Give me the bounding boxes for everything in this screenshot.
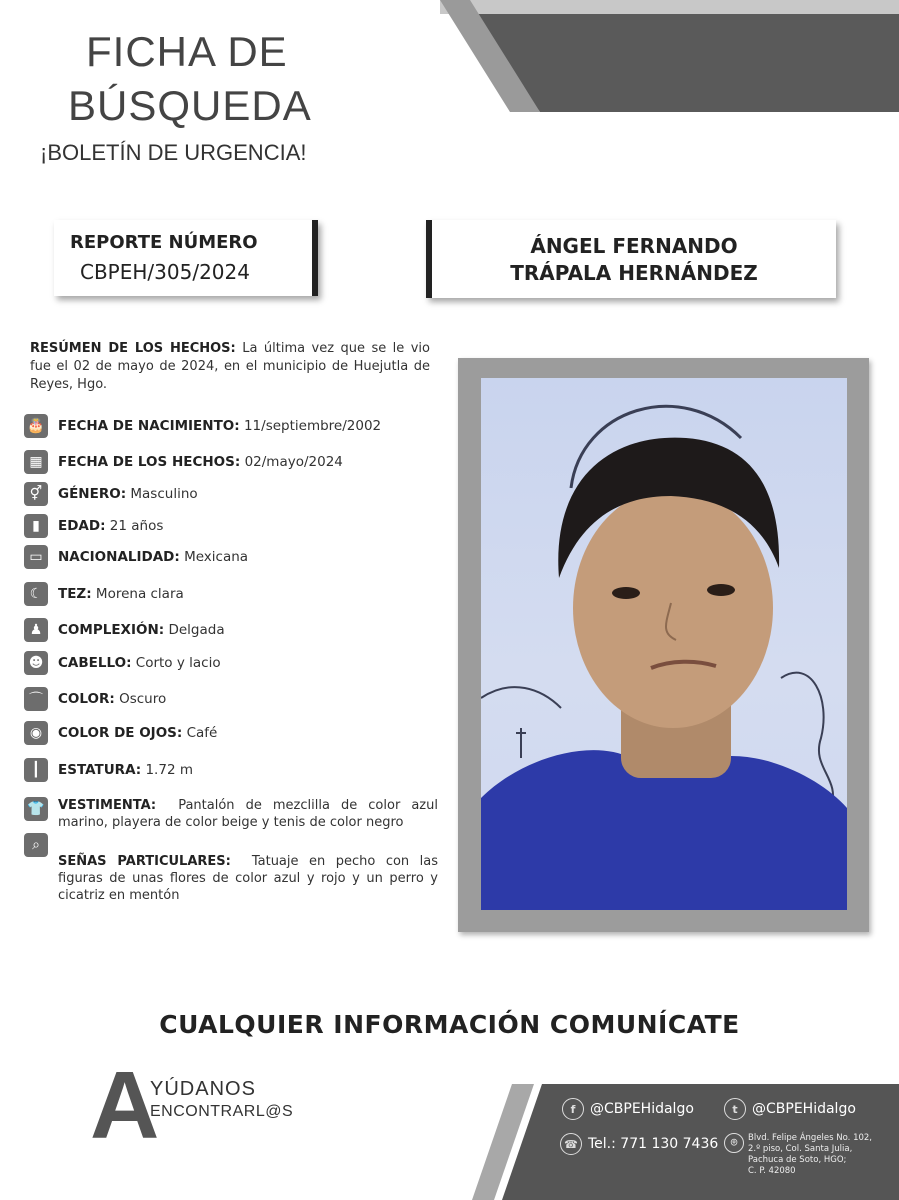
clothing-description <box>58 797 438 831</box>
field-event-date <box>24 450 343 474</box>
field-gender <box>24 482 198 506</box>
photo-illustration <box>481 378 847 910</box>
field-label: GÉNERO: <box>58 486 127 502</box>
address-line: 2.º piso, Col. Santa Julia, <box>748 1144 853 1154</box>
page-subtitle: ¡BOLETÍN DE URGENCIA! <box>40 140 307 165</box>
facebook-icon: f <box>562 1098 584 1120</box>
phone-icon: ☎ <box>560 1133 582 1155</box>
field-value: Mexicana <box>184 549 249 565</box>
field-height <box>24 758 193 782</box>
field-value: 02/mayo/2024 <box>244 454 343 470</box>
facebook-contact[interactable] <box>562 1098 694 1120</box>
gender-icon: ⚥ <box>24 482 48 506</box>
twitter-handle: @CBPEHidalgo <box>752 1101 856 1117</box>
field-value: Delgada <box>168 622 225 638</box>
header-band-light <box>440 0 899 14</box>
missing-person-photo <box>481 378 847 910</box>
address-line: C. P. 42080 <box>748 1166 796 1176</box>
field-birthdate <box>24 414 381 438</box>
face-profile-icon: ☾ <box>24 582 48 606</box>
field-age <box>24 514 163 538</box>
marks-text: Tatuaje en pecho con las figuras de unas flores de color azul y rojo y un perro y cicatriz en mentón <box>58 854 438 903</box>
name-box <box>426 220 836 298</box>
color-icon: ⌒ <box>24 687 48 711</box>
page-title-line2: BÚSQUEDA <box>68 82 312 129</box>
page-title-line1: FICHA DE <box>86 28 288 75</box>
magnifier-icon: ⌕ <box>24 833 48 857</box>
call-to-action: CUALQUIER INFORMACIÓN COMUNÍCATE <box>159 1010 740 1039</box>
id-card-icon: ▭ <box>24 545 48 569</box>
clothing-label: VESTIMENTA: <box>58 798 157 813</box>
field-build <box>24 618 225 642</box>
marks-description <box>58 853 438 904</box>
field-label: EDAD: <box>58 518 106 534</box>
field-value: Morena clara <box>95 586 184 602</box>
logo-line2: ENCONTRARL@S <box>150 1103 294 1120</box>
field-label: COLOR DE OJOS: <box>58 725 183 741</box>
field-value: 21 años <box>109 518 164 534</box>
cake-icon: 🎂 <box>24 414 48 438</box>
report-number: CBPEH/305/2024 <box>80 260 250 284</box>
summary <box>30 340 430 394</box>
field-hair <box>24 651 221 675</box>
field-label: ESTATURA: <box>58 762 142 778</box>
field-label: COLOR: <box>58 691 115 707</box>
field-value: 11/septiembre/2002 <box>243 418 382 434</box>
person-name-line1: ÁNGEL FERNANDO <box>530 234 738 258</box>
location-pin-icon: ⌾ <box>724 1133 744 1153</box>
field-eye-color <box>24 721 217 745</box>
address <box>748 1133 888 1177</box>
summary-text: La última vez que se le vio fue el 02 de mayo de 2024, en el municipio de Huejutla de Reyes, Hgo. <box>30 341 430 392</box>
field-label: NACIONALIDAD: <box>58 549 180 565</box>
hair-icon: ☻ <box>24 651 48 675</box>
calendar-icon: ▦ <box>24 450 48 474</box>
logo-line1: YÚDANOS <box>150 1078 256 1100</box>
address-line: Blvd. Felipe Ángeles No. 102, <box>748 1133 873 1143</box>
summary-label: RESÚMEN DE LOS HECHOS: <box>30 341 236 356</box>
field-value: Masculino <box>130 486 198 502</box>
clothing-text: Pantalón de mezclilla de color azul marino, playera de color beige y tenis de color negro <box>58 798 438 830</box>
twitter-contact[interactable] <box>724 1098 856 1120</box>
marks-label: SEÑAS PARTICULARES: <box>58 854 231 869</box>
header-band-dark <box>470 14 899 112</box>
phone-contact[interactable] <box>560 1133 718 1155</box>
facebook-handle: @CBPEHidalgo <box>590 1101 694 1117</box>
shirt-icon: 👕 <box>24 797 48 821</box>
report-label: REPORTE NÚMERO <box>70 232 258 253</box>
eye-icon: ◉ <box>24 721 48 745</box>
twitter-icon: t <box>724 1098 746 1120</box>
logo-letter: A <box>90 1052 160 1159</box>
body-icon: ♟ <box>24 618 48 642</box>
field-label: FECHA DE NACIMIENTO: <box>58 418 240 434</box>
address-line: Pachuca de Soto, HGO; <box>748 1155 847 1165</box>
age-icon: ▮ <box>24 514 48 538</box>
field-label: FECHA DE LOS HECHOS: <box>58 454 241 470</box>
field-value: 1.72 m <box>145 762 193 778</box>
field-complexion-skin <box>24 582 184 606</box>
height-icon: ┃ <box>24 758 48 782</box>
field-value: Corto y lacio <box>135 655 221 671</box>
field-label: TEZ: <box>58 586 92 602</box>
person-name-line2: TRÁPALA HERNÁNDEZ <box>510 261 758 285</box>
field-hair-color <box>24 687 166 711</box>
field-value: Oscuro <box>119 691 167 707</box>
field-nationality <box>24 545 248 569</box>
field-label: COMPLEXIÓN: <box>58 622 165 638</box>
phone-number: Tel.: 771 130 7436 <box>588 1136 719 1152</box>
field-label: CABELLO: <box>58 655 132 671</box>
field-value: Café <box>186 725 218 741</box>
